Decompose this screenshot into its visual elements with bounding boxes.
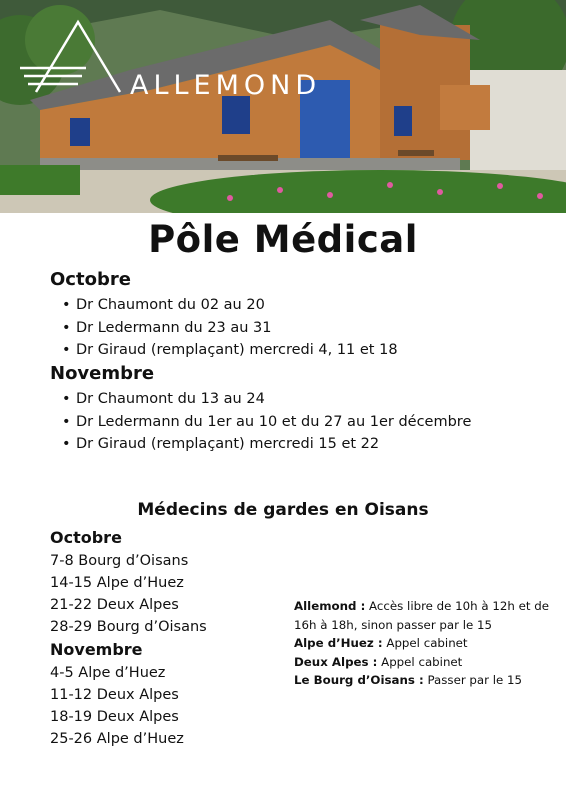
page-title: Pôle Médical [148, 218, 418, 261]
list-item: 7-8 Bourg d’Oisans [50, 553, 189, 569]
list-item: 18-19 Deux Alpes [50, 709, 179, 725]
info-text: Accès libre de 10h à 12h et de 16h à 18h, sinon passer par le 15 [294, 599, 550, 632]
schedule-list-octobre [62, 294, 398, 362]
info-bourg-doisans [294, 671, 554, 690]
info-place: Allemond : [294, 599, 366, 613]
list-item: • Dr Ledermann du 23 au 31 [62, 317, 398, 340]
info-text: Appel cabinet [377, 654, 463, 669]
list-item: • Dr Ledermann du 1er au 10 et du 27 au 1er décembre [62, 411, 471, 434]
schedule-list-novembre [62, 388, 471, 456]
list-item: • Dr Giraud (remplaçant) mercredi 4, 11 et 18 [62, 339, 398, 362]
list-item: • Dr Giraud (remplaçant) mercredi 15 et 22 [62, 433, 471, 456]
month-heading-novembre: Novembre [50, 363, 155, 384]
list-item: 11-12 Deux Alpes [50, 687, 179, 703]
info-allemond [294, 597, 554, 634]
info-alpe-dhuez [294, 634, 554, 653]
info-text: Passer par le 15 [423, 673, 523, 687]
gardes-list-octobre [50, 550, 207, 638]
info-deux-alpes [294, 653, 554, 672]
list-item: 21-22 Deux Alpes [50, 597, 179, 613]
brand-name: ALLEMOND [130, 70, 322, 101]
gardes-title: Médecins de gardes en Oisans [137, 500, 429, 520]
list-item: 28-29 Bourg d’Oisans [50, 619, 207, 635]
header-photo [0, 0, 566, 213]
list-item: • Dr Chaumont du 13 au 24 [62, 388, 471, 411]
info-place: Le Bourg d’Oisans : [294, 673, 424, 687]
list-item: 14-15 Alpe d’Huez [50, 575, 184, 591]
info-place: Alpe d’Huez : [294, 636, 383, 650]
list-item: • Dr Chaumont du 02 au 20 [62, 294, 398, 317]
info-place: Deux Alpes : [294, 654, 378, 669]
info-text: Appel cabinet [382, 636, 468, 650]
list-item: 4-5 Alpe d’Huez [50, 665, 166, 681]
gardes-info [294, 597, 554, 690]
allemond-logo-icon [16, 18, 126, 98]
gardes-month-novembre: Novembre [50, 640, 143, 659]
gardes-list-novembre [50, 662, 184, 750]
list-item: 25-26 Alpe d’Huez [50, 731, 184, 747]
gardes-month-octobre: Octobre [50, 528, 122, 547]
month-heading-octobre: Octobre [50, 269, 131, 290]
